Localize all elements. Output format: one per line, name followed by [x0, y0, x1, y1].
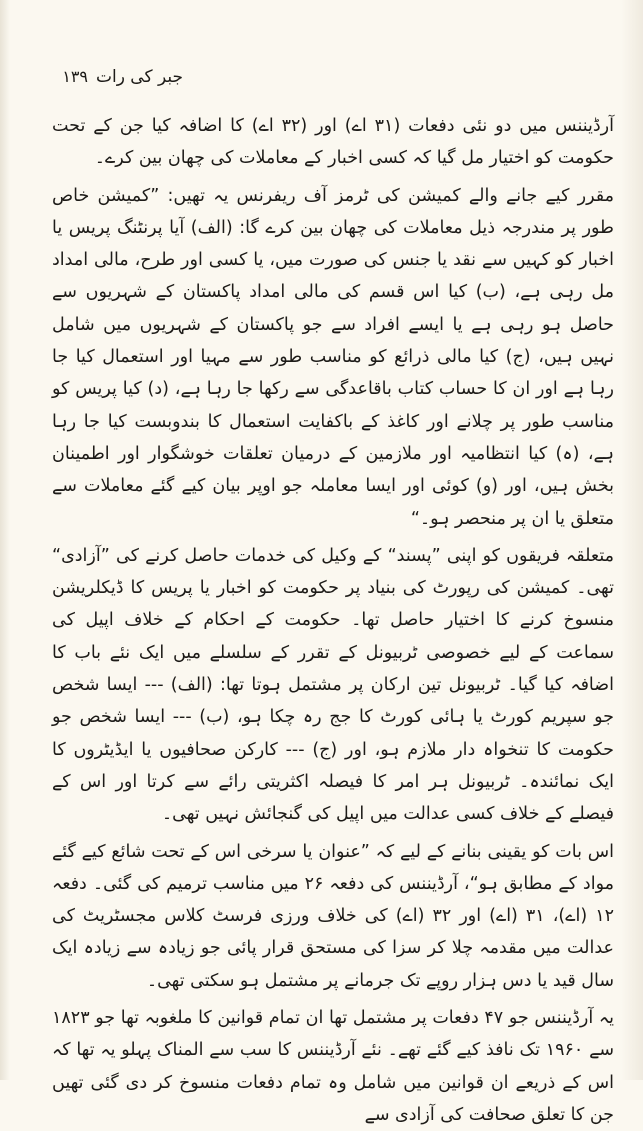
paragraph: آرڈیننس میں دو نئی دفعات (۳۱ اے) اور (۳۲ اے) کا اضافہ کیا جن کے تحت حکومت کو اختیار مل گیا کہ کسی اخبار کے معاملات کی چھان بین کرے۔ — [52, 116, 614, 169]
paragraph: اس بات کو یقینی بنانے کے لیے کہ ”عنوان یا سرخی اس کے تحت شائع کیے گئے مواد کے مطابق ہو“، آرڈیننس کی دفعہ ۲۶ میں مناسب ترمیم کی گئی۔ دفعہ ۱۲ (اے)، ۳۱ (اے) اور ۳۲ (اے) کی خلاف ورزی فرسٹ کلاس مجسٹریٹ کی عدالت میں مقدمہ چلا کر سزا کی مستحق قرار پائی جو زیادہ سے زیادہ ایک سال قید یا دس ہزار روپے تک جرمانے پر مشتمل ہو سکتی تھی۔ — [52, 841, 614, 991]
running-title: جبر کی رات — [95, 67, 183, 87]
paragraph: مقرر کیے جانے والے کمیشن کی ٹرمز آف ریفرنس یہ تھیں: ”کمیشن خاص طور پر مندرجہ ذیل معاملات کی چھان بین کرے گا: (الف) آیا پرنٹنگ پریس یا اخبار کو کہیں سے نقد یا جنس کی صورت میں، یا کسی اور طرح، مالی امداد مل رہی ہے، (ب) کیا اس قسم کی مالی امداد پاکستان کے شہریوں سے حاصل ہو رہی ہے یا ایسے افراد سے جو پاکستان کے شہریوں میں شامل نہیں ہیں، (ج) کیا مالی ذرائع کو مناسب طور سے مہیا اور استعمال کیا جا رہا ہے اور ان کا حساب کتاب باقاعدگی سے رکھا جا رہا ہے، (د) کیا پریس کو مناسب طور پر چلانے اور کاغذ کے باکفایت استعمال کا بندوبست کیا جا رہا ہے، (ہ) کیا انتظامیہ اور ملازمین کے درمیان تعلقات خوشگوار اور اطمینان بخش ہیں، اور (و) کوئی اور ایسا معاملہ جو اوپر بیان کیے گئے معاملات سے متعلق یا ان پر منحصر ہو۔“ — [52, 185, 614, 529]
page-edge-shadow-right — [621, 0, 643, 1080]
page-header — [55, 62, 603, 92]
paragraph: یہ آرڈیننس جو ۴۷ دفعات پر مشتمل تھا ان تمام قوانین کا ملغوبہ تھا جو ۱۸۲۳ سے ۱۹۶۰ تک نافذ کیے گئے تھے۔ نئے آرڈیننس کا سب سے المناک پہلو یہ تھا کہ اس کے ذریعے ان قوانین میں شامل وہ تمام دفعات منسوخ کر دی گئی تھیں جن کا تعلق صحافت کی آزادی سے — [52, 1008, 614, 1125]
page-number: ۱۳۹ — [62, 67, 88, 86]
page-edge-shadow — [0, 0, 10, 1080]
page-body — [52, 110, 614, 1125]
paragraph: متعلقہ فریقوں کو اپنی ”پسند“ کے وکیل کی خدمات حاصل کرنے کی ”آزادی“ تھی۔ کمیشن کی رپورٹ کی بنیاد پر حکومت کو اخبار یا پریس کا ڈیکلریشن منسوخ کرنے کا اختیار حاصل تھا۔ حکومت کے احکام کے خلاف اپیل کی سماعت کے لیے خصوصی ٹربیونل کے تقرر کے سلسلے میں ایک نئے باب کا اضافہ کیا گیا۔ ٹربیونل تین ارکان پر مشتمل ہوتا تھا: (الف) --- ایسا شخص جو سپریم کورٹ یا ہائی کورٹ کا جج رہ چکا ہو، (ب) --- ایسا شخص جو حکومت کا تنخواہ دار ملازم ہو، اور (ج) --- کارکن صحافیوں یا ایڈیٹروں کا ایک نمائندہ۔ ٹربیونل ہر امر کا فیصلہ اکثریتی رائے سے کرتا اور اس کے فیصلے کے خلاف کسی عدالت میں اپیل کی گنجائش نہیں تھی۔ — [52, 545, 614, 825]
